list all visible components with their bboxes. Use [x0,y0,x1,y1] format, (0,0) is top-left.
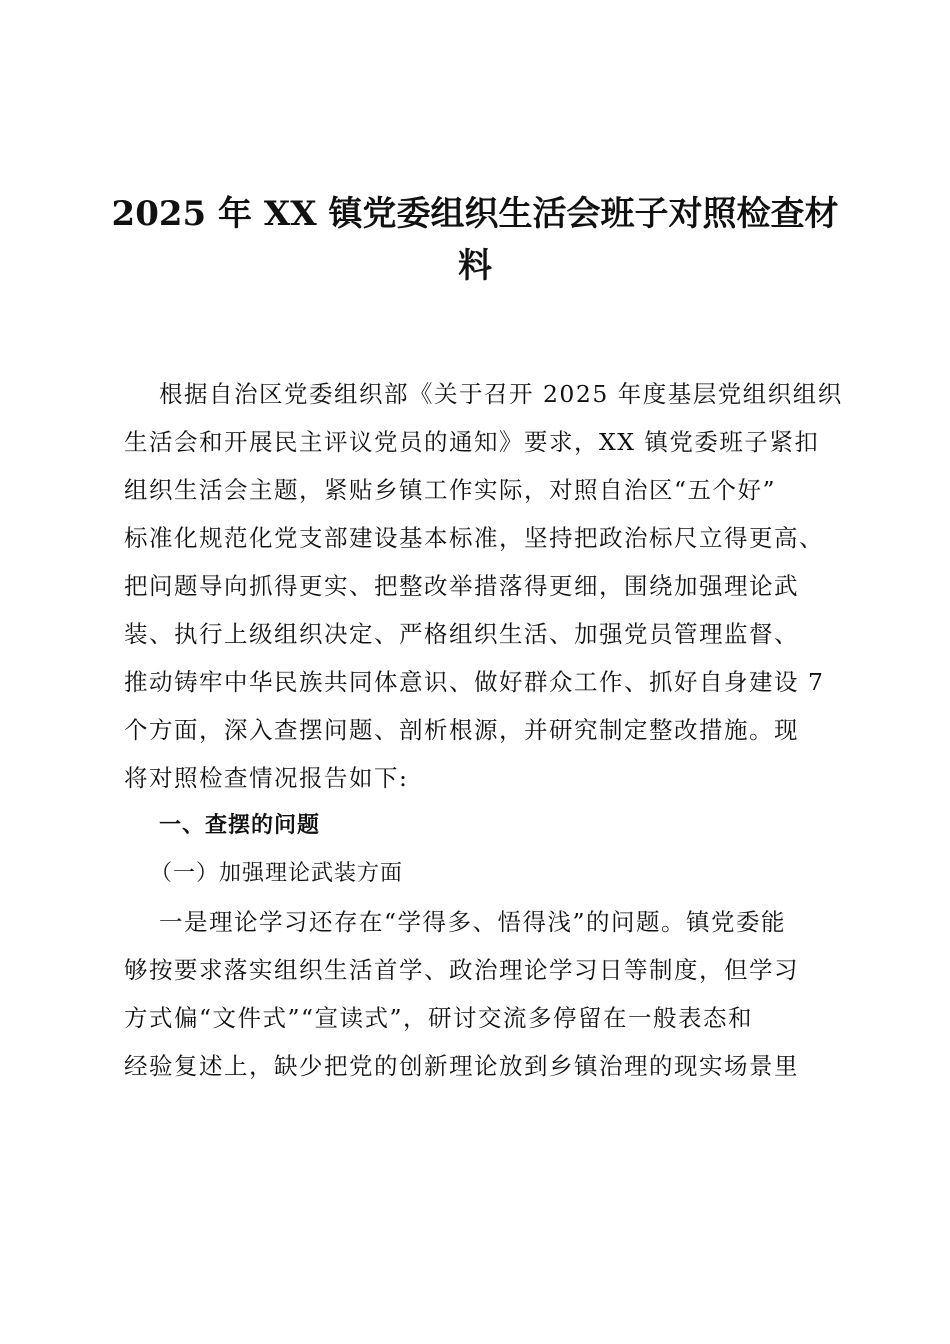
paragraph-line: 装、执行上级组织决定、严格组织生活、加强党员管理监督、 [124,620,799,648]
document-body [124,370,843,1090]
paragraph-line: 推动铸牢中华民族共同体意识、做好群众工作、抓好自身建设 7 [124,668,825,696]
paragraph-line: 标准化规范化党支部建设基本标准，坚持把政治标尺立得更高、 [124,524,824,552]
document-title [110,188,840,292]
paragraph-line: 个方面，深入查摆问题、剖析根源，并研究制定整改措施。现 [124,716,799,744]
subsection-heading: （一）加强理论武装方面 [150,861,404,886]
paragraph-line: 一是理论学习还存在“学得多、悟得浅”的问题。镇党委能 [159,908,787,936]
paragraph-line: 方式偏“文件式”“宣读式”，研讨交流多停留在一般表态和 [124,1004,754,1032]
title-line: 2025 年 XX 镇党委组织生活会班子对照检查材 [111,194,839,234]
title-line: 料 [458,246,492,286]
paragraph-line: 根据自治区党委组织部《关于召开 2025 年度基层党组织组织 [159,380,843,408]
paragraph-line: 经验复述上，缺少把党的创新理论放到乡镇治理的现实场景里 [124,1052,799,1080]
paragraph-line: 组织生活会主题，紧贴乡镇工作实际，对照自治区“五个好” [124,476,777,504]
paragraph-line: 将对照检查情况报告如下: [124,764,409,792]
paragraph-line: 把问题导向抓得更实、把整改举措落得更细，围绕加强理论武 [124,572,799,600]
section-heading: 一、查摆的问题 [159,813,321,838]
paragraph-line: 够按要求落实组织生活首学、政治理论学习日等制度，但学习 [124,956,799,984]
paragraph-line: 生活会和开展民主评议党员的通知》要求，XX 镇党委班子紧扣 [124,428,820,456]
